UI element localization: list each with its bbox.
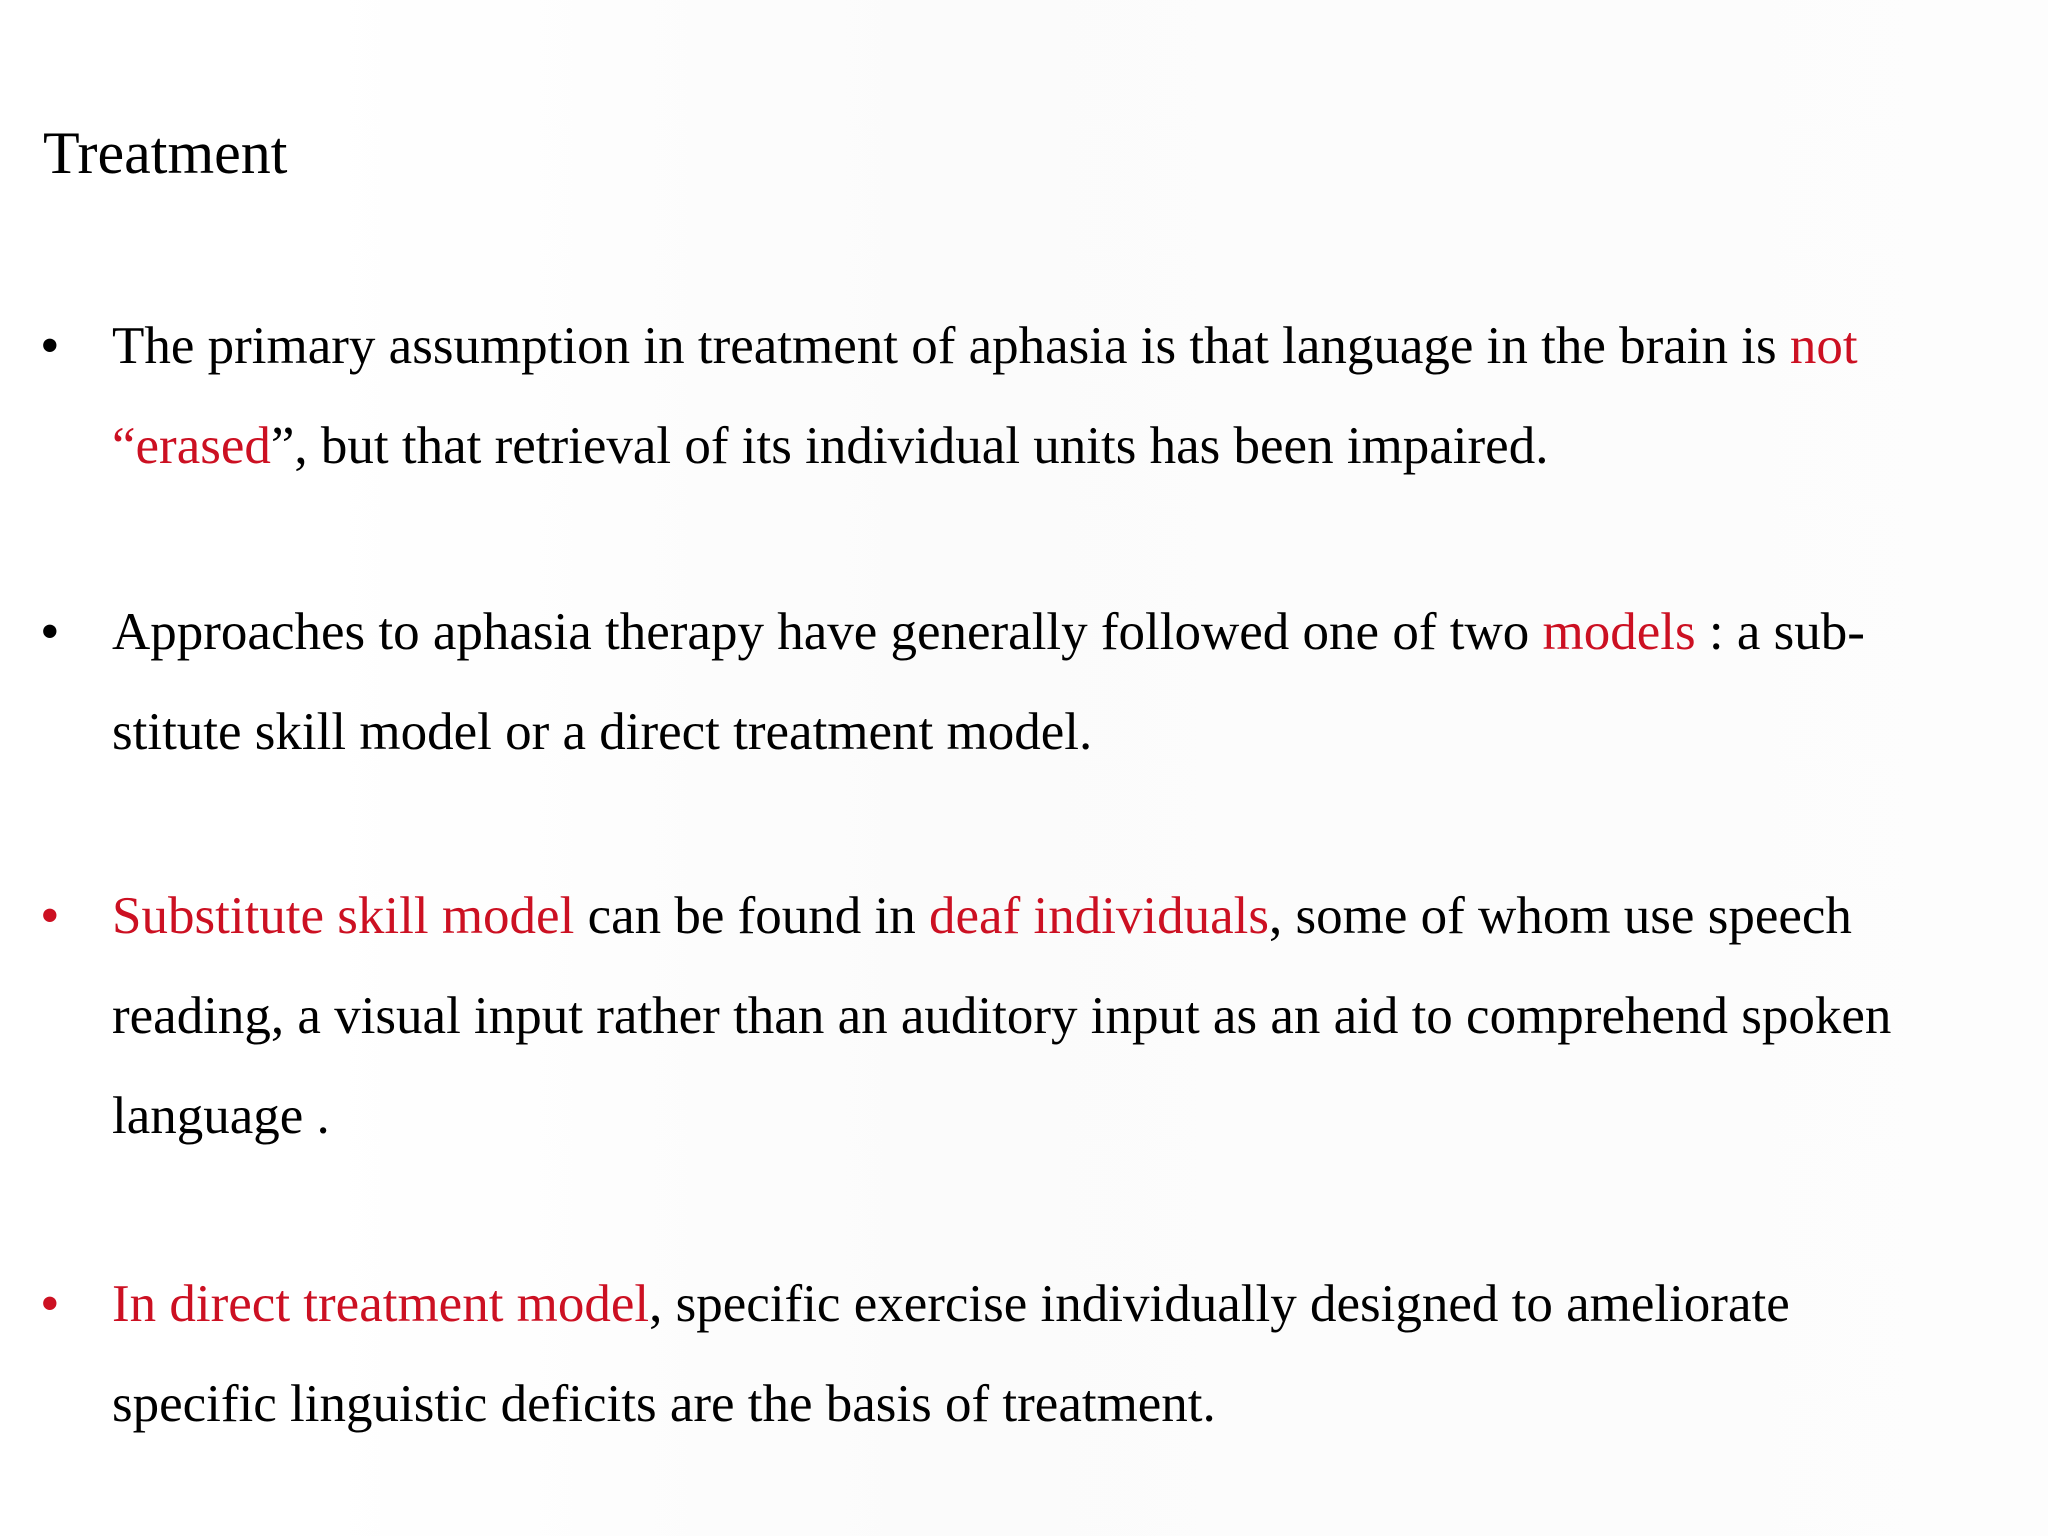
bullet-line	[112, 866, 2012, 966]
bullet-dot-icon: •	[40, 1273, 60, 1335]
highlight-text: “erased	[112, 417, 271, 475]
text-span: , specific exercise individually designed to ameliorate	[649, 1275, 1790, 1333]
text-span: ”, but that retrieval of its individual units has been impaired.	[270, 417, 1549, 475]
text-span: reading, a visual input rather than an auditory input as an aid to comprehend spoken	[112, 987, 1892, 1045]
highlight-text: Substitute skill model	[112, 887, 575, 945]
text-span: stitute skill model or a direct treatment model.	[112, 703, 1093, 761]
bullet-line	[112, 1354, 2012, 1454]
slide-title: Treatment	[43, 120, 288, 186]
text-span: : a sub-	[1695, 603, 1865, 661]
bullet-text	[112, 582, 2012, 782]
bullet-line	[112, 396, 2012, 496]
bullet-line	[112, 1254, 2012, 1354]
bullet-line	[112, 682, 2012, 782]
highlight-text: not	[1789, 317, 1858, 375]
text-span: The primary assumption in treatment of aphasia is that language in the brain is	[112, 317, 1790, 375]
text-span: can be found in	[574, 887, 930, 945]
bullet-text	[112, 866, 2012, 1166]
bullet-line	[112, 296, 2012, 396]
bullet-text	[112, 1254, 2012, 1454]
bullet-line	[112, 1066, 2012, 1166]
highlight-text: models	[1542, 603, 1696, 661]
bullet-dot-icon: •	[40, 315, 60, 377]
text-span: Approaches to aphasia therapy have generally followed one of two	[112, 603, 1543, 661]
bullet-line	[112, 966, 2012, 1066]
highlight-text: In direct treatment model	[112, 1275, 650, 1333]
bullet-line	[112, 582, 2012, 682]
text-span: language .	[112, 1087, 330, 1145]
text-span: specific linguistic deficits are the basis of treatment.	[112, 1375, 1216, 1433]
bullet-dot-icon: •	[40, 601, 60, 663]
text-span: , some of whom use speech	[1269, 887, 1852, 945]
bullet-dot-icon: •	[40, 885, 60, 947]
highlight-text: deaf individuals	[929, 887, 1270, 945]
bullet-text	[112, 296, 2012, 496]
